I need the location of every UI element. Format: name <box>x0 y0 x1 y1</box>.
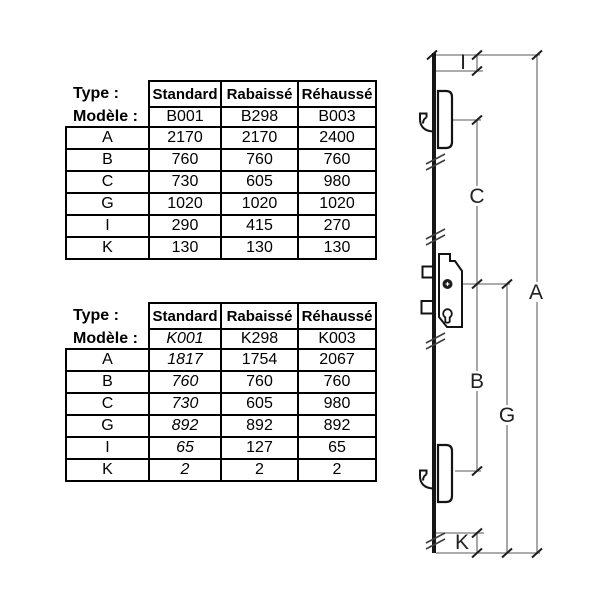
value-cell: 65 <box>149 437 221 459</box>
row-label: K <box>66 237 149 259</box>
bottom-keeper <box>438 445 452 502</box>
row-label: B <box>66 371 149 393</box>
value-cell: 2170 <box>221 127 298 149</box>
table-row <box>66 107 376 127</box>
model-cell: K003 <box>298 329 376 349</box>
row-label: K <box>66 459 149 481</box>
table-row <box>66 349 376 371</box>
value-cell: 2 <box>298 459 376 481</box>
table-row <box>66 329 376 349</box>
value-cell: 730 <box>149 171 221 193</box>
table-row <box>66 81 376 107</box>
modele-label: Modèle : <box>73 329 138 347</box>
row-label: B <box>66 149 149 171</box>
value-cell: 65 <box>298 437 376 459</box>
table-row <box>66 215 376 237</box>
table-row <box>66 127 376 149</box>
dim-label-c: C <box>469 185 485 208</box>
model-cell: B001 <box>149 107 221 127</box>
modele-label: Modèle : <box>73 107 138 125</box>
value-cell: 130 <box>149 237 221 259</box>
value-cell: 760 <box>221 149 298 171</box>
lock-diagram <box>400 40 600 570</box>
model-cell: B003 <box>298 107 376 127</box>
value-cell: 2170 <box>149 127 221 149</box>
value-cell: 980 <box>298 393 376 415</box>
value-cell: 760 <box>149 149 221 171</box>
top-hook-bolt <box>420 114 434 132</box>
table-row <box>66 437 376 459</box>
value-cell: 760 <box>298 149 376 171</box>
value-cell: 130 <box>221 237 298 259</box>
value-cell: 127 <box>221 437 298 459</box>
table-row <box>66 171 376 193</box>
cylinder-keyhole <box>443 309 452 323</box>
value-cell: 2067 <box>298 349 376 371</box>
top-keeper <box>438 91 452 148</box>
value-cell: 760 <box>298 371 376 393</box>
dim-label-i: I <box>460 51 466 74</box>
dim-label-k: K <box>454 531 470 554</box>
dim-label-b: B <box>469 370 485 393</box>
value-cell: 130 <box>298 237 376 259</box>
value-cell: 1020 <box>298 193 376 215</box>
value-cell: 605 <box>221 393 298 415</box>
value-cell: 1020 <box>149 193 221 215</box>
col-header: Standard <box>149 303 221 329</box>
type-label: Type : <box>73 85 119 102</box>
value-cell: 760 <box>221 371 298 393</box>
table-row <box>66 193 376 215</box>
value-cell: 892 <box>298 415 376 437</box>
value-cell: 730 <box>149 393 221 415</box>
value-cell: 2 <box>149 459 221 481</box>
spec-table-k <box>65 302 377 482</box>
row-label: I <box>66 437 149 459</box>
row-label: G <box>66 193 149 215</box>
table-row <box>66 393 376 415</box>
col-header: Rabaissé <box>221 303 298 329</box>
spec-table-b <box>65 80 377 260</box>
row-label: G <box>66 415 149 437</box>
model-cell: B298 <box>221 107 298 127</box>
model-cell: K001 <box>149 329 221 349</box>
table-row <box>66 415 376 437</box>
table-row <box>66 237 376 259</box>
value-cell: 2 <box>221 459 298 481</box>
value-cell: 892 <box>221 415 298 437</box>
col-header: Standard <box>149 81 221 107</box>
value-cell: 1817 <box>149 349 221 371</box>
row-label: C <box>66 393 149 415</box>
value-cell: 892 <box>149 415 221 437</box>
dead-bolt <box>422 301 434 314</box>
value-cell: 290 <box>149 215 221 237</box>
latch-bolt <box>423 267 434 278</box>
dim-label-a: A <box>528 281 544 304</box>
value-cell: 415 <box>221 215 298 237</box>
value-cell: 605 <box>221 171 298 193</box>
value-cell: 980 <box>298 171 376 193</box>
table-row <box>66 371 376 393</box>
value-cell: 270 <box>298 215 376 237</box>
col-header: Réhaussé <box>298 81 376 107</box>
col-header: Rabaissé <box>221 81 298 107</box>
dim-label-g: G <box>498 404 516 427</box>
value-cell: 1020 <box>221 193 298 215</box>
row-label: C <box>66 171 149 193</box>
row-label: A <box>66 127 149 149</box>
bottom-hook-bolt <box>420 471 434 489</box>
value-cell: 760 <box>149 371 221 393</box>
value-cell: 2400 <box>298 127 376 149</box>
value-cell: 1754 <box>221 349 298 371</box>
row-label: A <box>66 349 149 371</box>
model-cell: K298 <box>221 329 298 349</box>
row-label: I <box>66 215 149 237</box>
type-label: Type : <box>73 307 119 324</box>
table-row <box>66 149 376 171</box>
table-row <box>66 459 376 481</box>
table-row <box>66 303 376 329</box>
col-header: Réhaussé <box>298 303 376 329</box>
